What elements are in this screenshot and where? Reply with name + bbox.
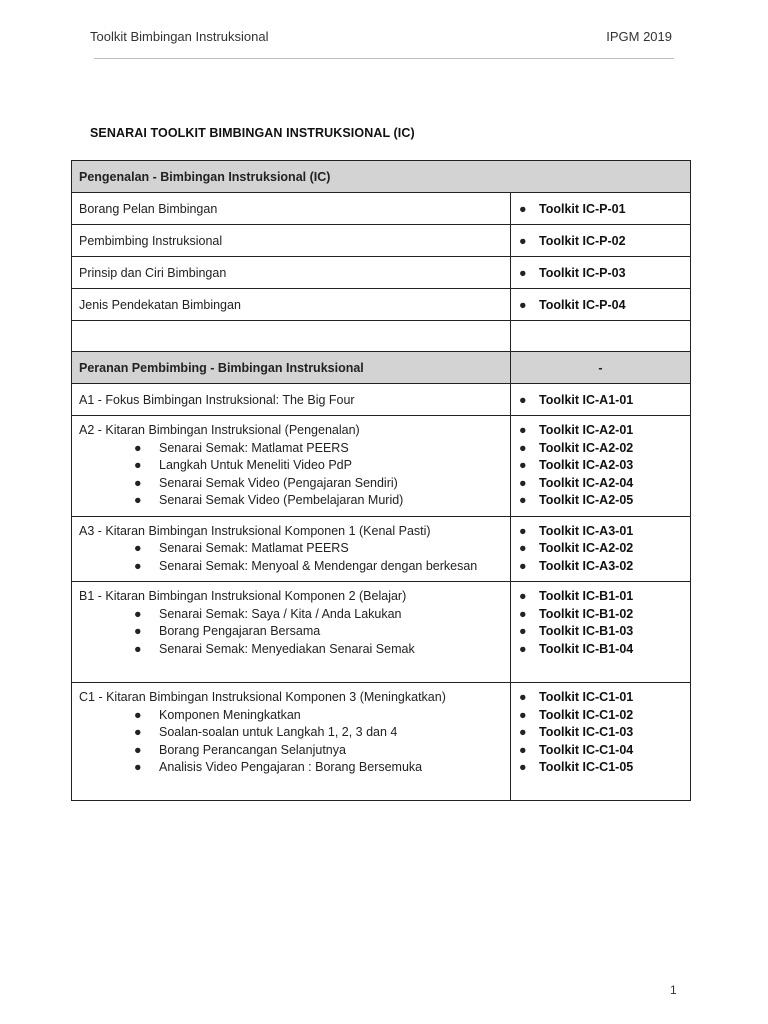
list-item <box>79 475 503 493</box>
group-label: A3 - Kitaran Bimbingan Instruksional Komponen 1 (Kenal Pasti) <box>79 523 431 538</box>
bullet-icon: ● <box>134 624 142 638</box>
bullet-icon: ● <box>519 440 527 455</box>
row-code-cell <box>511 225 691 257</box>
list-item-text: Langkah Untuk Meneliti Video PdP <box>159 458 352 472</box>
table-row-a3 <box>72 516 691 582</box>
bullet-icon: ● <box>519 493 527 507</box>
list-item <box>79 492 503 510</box>
code-cell <box>511 582 691 683</box>
bullet-icon: ● <box>519 233 527 248</box>
empty-row <box>72 321 691 352</box>
toolkit-code: Toolkit IC-A3-02 <box>539 558 634 573</box>
group-cell <box>72 582 511 683</box>
row-label: Borang Pelan Bimbingan <box>72 193 511 225</box>
sub-item-list <box>79 440 503 510</box>
list-item <box>79 606 503 624</box>
toolkit-code: Toolkit IC-P-01 <box>539 201 626 216</box>
toolkit-code: Toolkit IC-C1-03 <box>539 725 634 739</box>
group-label: A2 - Kitaran Bimbingan Instruksional (Pengenalan) <box>79 423 360 437</box>
group-cell <box>72 416 511 517</box>
list-item-text: Senarai Semak: Matlamat PEERS <box>159 541 349 555</box>
section-label: Pengenalan - Bimbingan Instruksional (IC) <box>72 161 691 193</box>
bullet-icon: ● <box>519 725 527 739</box>
list-item <box>79 623 503 641</box>
section-header-intro <box>72 161 691 193</box>
sub-item-list <box>79 540 503 575</box>
toolkit-code: Toolkit IC-C1-01 <box>539 690 634 704</box>
bullet-icon: ● <box>519 523 527 538</box>
bullet-icon: ● <box>134 760 142 774</box>
list-item <box>79 540 503 558</box>
toolkit-code: Toolkit IC-A2-01 <box>539 423 634 437</box>
bullet-icon: ● <box>519 201 527 216</box>
list-item <box>79 724 503 742</box>
bullet-icon: ● <box>519 624 527 638</box>
table-row-b1 <box>72 582 691 683</box>
toolkit-code: Toolkit IC-B1-01 <box>539 589 634 603</box>
bullet-icon: ● <box>519 742 527 757</box>
bullet-icon: ● <box>134 541 142 555</box>
list-item <box>79 742 503 760</box>
toolkit-code: Toolkit IC-B1-03 <box>539 624 634 638</box>
header-divider <box>94 58 674 59</box>
table-row <box>72 225 691 257</box>
bullet-icon: ● <box>519 265 527 280</box>
table-row-a1 <box>72 384 691 416</box>
list-item <box>79 707 503 725</box>
list-item-text: Borang Pengajaran Bersama <box>159 624 321 638</box>
row-code-cell <box>511 193 691 225</box>
toolkit-code: Toolkit IC-P-04 <box>539 297 626 312</box>
section-label: Peranan Pembimbing - Bimbingan Instruksional <box>72 352 511 384</box>
bullet-icon: ● <box>519 458 527 472</box>
list-item <box>79 759 503 777</box>
row-code-cell <box>511 289 691 321</box>
group-label: C1 - Kitaran Bimbingan Instruksional Komponen 3 (Meningkatkan) <box>79 690 446 704</box>
empty-cell <box>72 321 511 352</box>
toolkit-table <box>71 160 691 801</box>
code-cell <box>511 683 691 801</box>
row-label: Prinsip dan Ciri Bimbingan <box>72 257 511 289</box>
empty-cell <box>511 321 691 352</box>
bullet-icon: ● <box>134 440 142 455</box>
table-row-a2 <box>72 416 691 517</box>
bullet-icon: ● <box>519 297 527 312</box>
toolkit-code: Toolkit IC-B1-04 <box>539 641 634 656</box>
list-item-text: Senarai Semak Video (Pembelajaran Murid) <box>159 493 404 507</box>
list-item <box>79 558 503 576</box>
table-row <box>72 289 691 321</box>
sub-item-list <box>79 606 503 659</box>
page-number: 1 <box>670 983 677 997</box>
bullet-icon: ● <box>519 423 527 437</box>
running-header-year: IPGM 2019 <box>606 29 672 44</box>
bullet-icon: ● <box>519 475 527 490</box>
group-cell <box>72 516 511 582</box>
toolkit-code: Toolkit IC-C1-05 <box>539 760 634 774</box>
bullet-icon: ● <box>519 641 527 656</box>
list-item-text: Senarai Semak: Menyoal & Mendengar dengan berkesan <box>159 558 478 573</box>
section-dash: - <box>511 352 691 384</box>
list-item-text: Senarai Semak: Matlamat PEERS <box>159 440 349 455</box>
table-row-c1 <box>72 683 691 801</box>
row-label: Pembimbing Instruksional <box>72 225 511 257</box>
section-header-roles <box>72 352 691 384</box>
list-item-text: Senarai Semak Video (Pengajaran Sendiri) <box>159 475 398 490</box>
toolkit-code: Toolkit IC-A3-01 <box>539 523 634 538</box>
code-cell <box>511 516 691 582</box>
bullet-icon: ● <box>134 641 142 656</box>
toolkit-code: Toolkit IC-A1-01 <box>539 392 634 407</box>
list-item-text: Soalan-soalan untuk Langkah 1, 2, 3 dan 4 <box>159 725 398 739</box>
list-item <box>79 457 503 475</box>
row-code-cell <box>511 257 691 289</box>
bullet-icon: ● <box>519 589 527 603</box>
toolkit-code: Toolkit IC-P-02 <box>539 233 626 248</box>
group-cell <box>72 683 511 801</box>
sub-item-list <box>79 707 503 777</box>
toolkit-code: Toolkit IC-P-03 <box>539 265 626 280</box>
row-label: Jenis Pendekatan Bimbingan <box>72 289 511 321</box>
toolkit-code: Toolkit IC-A2-03 <box>539 458 634 472</box>
toolkit-code: Toolkit IC-A2-04 <box>539 475 634 490</box>
row-label: A1 - Fokus Bimbingan Instruksional: The Big Four <box>72 384 511 416</box>
bullet-icon: ● <box>519 690 527 704</box>
toolkit-code: Toolkit IC-B1-02 <box>539 606 634 621</box>
bullet-icon: ● <box>519 760 527 774</box>
bullet-icon: ● <box>134 558 142 573</box>
code-cell <box>511 416 691 517</box>
bullet-icon: ● <box>519 541 527 555</box>
row-code-cell <box>511 384 691 416</box>
table-row <box>72 193 691 225</box>
toolkit-code: Toolkit IC-C1-04 <box>539 742 634 757</box>
bullet-icon: ● <box>519 392 527 407</box>
bullet-icon: ● <box>519 558 527 573</box>
list-item-text: Senarai Semak: Menyediakan Senarai Semak <box>159 641 415 656</box>
bullet-icon: ● <box>134 742 142 757</box>
bullet-icon: ● <box>519 707 527 722</box>
toolkit-code: Toolkit IC-A2-02 <box>539 440 634 455</box>
bullet-icon: ● <box>134 458 142 472</box>
group-label: B1 - Kitaran Bimbingan Instruksional Komponen 2 (Belajar) <box>79 589 407 603</box>
bullet-icon: ● <box>519 606 527 621</box>
bullet-icon: ● <box>134 725 142 739</box>
bullet-icon: ● <box>134 475 142 490</box>
toolkit-code: Toolkit IC-A2-05 <box>539 493 634 507</box>
list-item <box>79 641 503 659</box>
bullet-icon: ● <box>134 493 142 507</box>
list-item-text: Borang Perancangan Selanjutnya <box>159 742 346 757</box>
list-item-text: Analisis Video Pengajaran : Borang Bersemuka <box>159 760 423 774</box>
bullet-icon: ● <box>134 707 142 722</box>
list-item-text: Senarai Semak: Saya / Kita / Anda Lakukan <box>159 606 402 621</box>
running-header-title: Toolkit Bimbingan Instruksional <box>90 29 269 44</box>
table-row <box>72 257 691 289</box>
list-item <box>79 440 503 458</box>
toolkit-code: Toolkit IC-A2-02 <box>539 541 634 555</box>
toolkit-code: Toolkit IC-C1-02 <box>539 707 634 722</box>
bullet-icon: ● <box>134 606 142 621</box>
document-title: SENARAI TOOLKIT BIMBINGAN INSTRUKSIONAL (IC) <box>90 126 415 140</box>
list-item-text: Komponen Meningkatkan <box>159 707 301 722</box>
